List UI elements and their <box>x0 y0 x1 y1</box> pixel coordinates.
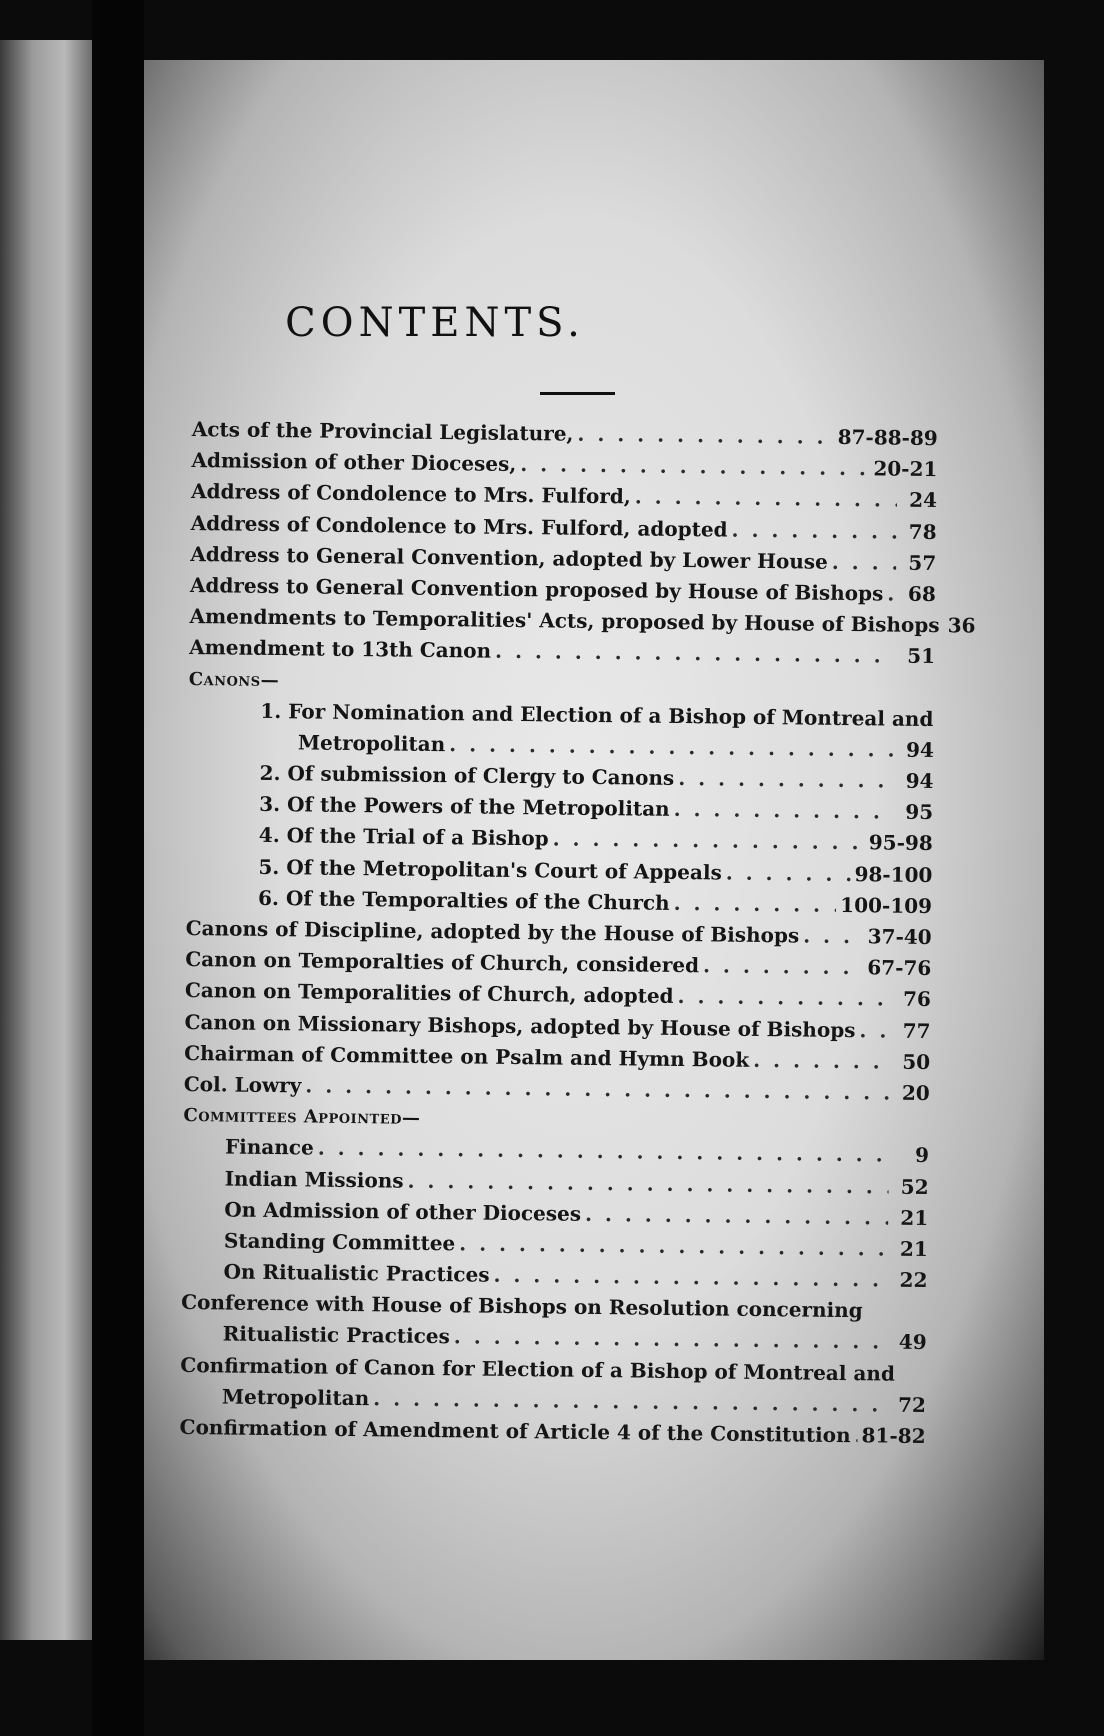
toc-entry-label: Confirmation of Canon for Election of a Bishop of Montreal and <box>180 1352 896 1386</box>
toc-entry-label: Canon on Missionary Bishops, adopted by House of Bishops <box>184 1009 856 1042</box>
leader-dots <box>493 1260 887 1296</box>
title-rule <box>540 392 615 395</box>
leader-dots <box>832 547 897 579</box>
toc-entry-label: 4. Of the Trial of a Bishop <box>258 823 549 851</box>
toc-entry-label: Acts of the Provincial Legislature, <box>191 416 574 446</box>
toc-entry-page: 72 <box>897 1392 927 1417</box>
toc-entry-label: Address of Condolence to Mrs. Fulford, adopted <box>190 510 728 542</box>
toc-entry-label: Amendments to Temporalities' Acts, proposed by House of Bishops <box>189 604 940 638</box>
leader-dots <box>585 1199 889 1234</box>
toc-entry-label: On Ritualistic Practices <box>223 1259 490 1287</box>
leader-dots <box>887 578 896 609</box>
toc-entry-label: 1. For Nomination and Election of a Bishop of Montreal and <box>260 698 934 731</box>
toc-entry-page: 76 <box>902 987 932 1012</box>
toc-entry-page: 94 <box>905 768 934 794</box>
leader-dots <box>552 824 865 859</box>
toc-entry-label: Amendment to 13th Canon <box>189 635 492 663</box>
toc-entry-page: 95-98 <box>868 830 933 856</box>
toc-entry-page: 24 <box>909 488 938 513</box>
toc-entry-page: 67-76 <box>867 955 932 981</box>
toc-entry-label: Address to General Convention proposed by House of Bishops <box>189 572 884 606</box>
leader-dots <box>673 888 836 921</box>
toc-entry-label: Address to General Convention, adopted by Lower House <box>190 541 828 574</box>
page-title: CONTENTS. <box>285 300 585 346</box>
toc-entry-page: 98-100 <box>854 861 933 887</box>
leader-dots <box>635 482 898 516</box>
leader-dots <box>459 1228 888 1264</box>
leader-dots <box>673 794 893 828</box>
toc-entry-page: 9 <box>914 1143 930 1168</box>
facing-page-edge <box>0 40 92 1640</box>
toc-entry-page: 95 <box>905 799 934 825</box>
toc-entry-label: Standing Committee <box>223 1228 456 1256</box>
toc-entry-page: 51 <box>907 644 936 669</box>
toc-entry-label: 6. Of the Temporalties of the Church <box>257 885 670 915</box>
toc-entry-label: Metropolitan <box>297 730 446 756</box>
toc-entry-page: 81-82 <box>861 1423 926 1449</box>
toc-entry-page: 20 <box>901 1080 930 1106</box>
leader-dots <box>703 950 864 983</box>
leader-dots <box>520 449 870 484</box>
toc-entry-page: 22 <box>899 1267 928 1293</box>
leader-dots <box>803 921 864 953</box>
toc-entry-label: Chairman of Committee on Psalm and Hymn Book <box>184 1040 750 1072</box>
leader-dots <box>854 1420 857 1451</box>
toc-entry-label: Admission of other Dioceses, <box>191 448 517 477</box>
toc-entry-label: Ritualistic Practices <box>222 1321 451 1349</box>
toc-entry-page: 87-88-89 <box>837 424 938 451</box>
leader-dots <box>731 514 896 547</box>
toc-entry-label: 3. Of the Powers of the Metropolitan <box>259 792 670 822</box>
toc-entry-label: Canon on Temporalities of Church, adopted <box>184 978 674 1009</box>
leader-dots <box>859 1015 890 1047</box>
toc-entry-label: On Admission of other Dioceses <box>224 1197 582 1226</box>
toc-entry-label: 2. Of submission of Clergy to Canons <box>259 760 675 790</box>
toc-entry-page: 52 <box>900 1174 929 1199</box>
toc-entry-label: Confirmation of Amendment of Article 4 of the Constitution <box>179 1414 851 1448</box>
toc-entry-page: 100-109 <box>840 892 933 918</box>
toc-entry-page: 21 <box>900 1205 929 1230</box>
toc-entry-page: 57 <box>908 550 937 575</box>
toc-entry-label: 5. Of the Metropolitan's Court of Appeals <box>258 854 722 885</box>
toc-entry-label: Metropolitan <box>221 1384 370 1411</box>
table-of-contents <box>179 414 976 1452</box>
leader-dots <box>726 857 851 890</box>
toc-entry-label: Address of Condolence to Mrs. Fulford, <box>190 479 631 509</box>
toc-entry-page: 37-40 <box>867 924 932 950</box>
toc-entry-page: 36 <box>947 613 976 638</box>
toc-entry-page: 78 <box>908 519 937 544</box>
toc-entry-page: 68 <box>907 581 937 607</box>
book-gutter <box>92 0 144 1736</box>
toc-entry-page: 77 <box>902 1018 931 1043</box>
toc-entry-page: 49 <box>898 1330 927 1355</box>
leader-dots <box>678 763 894 797</box>
toc-entry-label: Indian Missions <box>224 1165 404 1193</box>
toc-entry-page: 21 <box>899 1236 929 1261</box>
toc-entry-label: Col. Lowry <box>183 1071 302 1098</box>
leader-dots <box>495 636 895 672</box>
toc-heading-label: Canons— <box>188 668 280 691</box>
toc-entry-label: Finance <box>224 1134 314 1160</box>
leader-dots <box>677 981 891 1015</box>
toc-heading-label: Committees Appointed— <box>183 1105 421 1129</box>
toc-entry-label: Canon on Temporalties of Church, considered <box>185 947 700 978</box>
leader-dots <box>753 1045 890 1078</box>
leader-dots <box>577 419 834 453</box>
toc-entry-page: 50 <box>902 1049 931 1074</box>
toc-entry-label: Canons of Discipline, adopted by the House of Bishops <box>185 915 800 948</box>
toc-entry-page: 20-21 <box>873 456 938 482</box>
toc-entry-page: 94 <box>905 737 935 762</box>
toc-entry-label: Conference with House of Bishops on Resolution concerning <box>181 1290 863 1323</box>
